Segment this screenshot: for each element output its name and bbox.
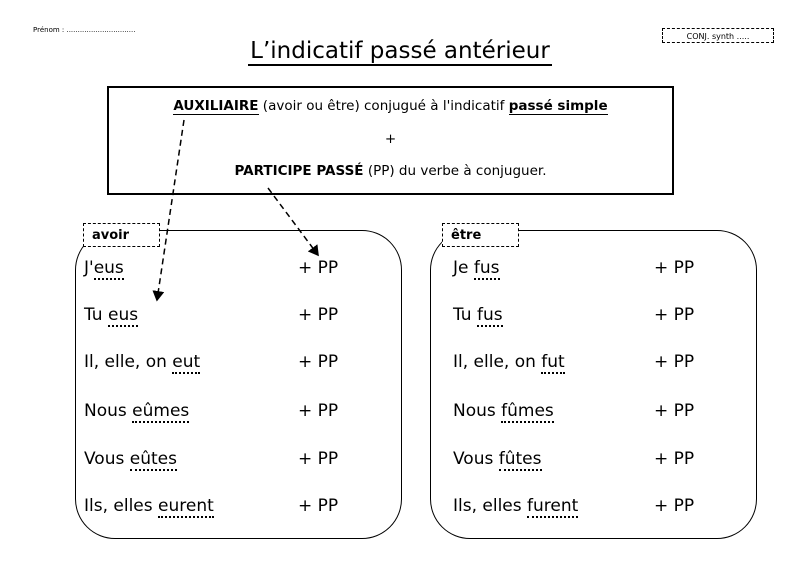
etre-pp-2: + PP	[654, 305, 695, 325]
etre-pp-5: + PP	[654, 449, 695, 469]
pronoun: Il, elle, on	[84, 352, 173, 372]
auxiliaire-arrow	[157, 120, 184, 300]
rule-plus: +	[384, 131, 397, 147]
verb-stem: eurent	[158, 496, 214, 516]
verb-stem: fus	[473, 258, 500, 278]
page-title-text: L’indicatif passé antérieur	[250, 38, 550, 64]
verb-stem: eûmes	[132, 401, 190, 421]
auxiliaire-desc: (avoir ou être) conjugué à l'indicatif	[258, 98, 509, 114]
pronoun: Nous	[84, 401, 133, 421]
pronoun: Tu	[84, 305, 108, 325]
pronoun: Vous	[453, 449, 499, 469]
avoir-pp-6: + PP	[298, 496, 339, 516]
worksheet-code: CONJ. synth .....	[662, 28, 774, 43]
verb-stem: fut	[541, 352, 565, 372]
pronoun: Je	[453, 258, 474, 278]
etre-tag: être	[442, 223, 519, 247]
verb-stem: fûtes	[498, 449, 542, 469]
pronoun: Ils, elles	[84, 496, 159, 516]
etre-pp-6: + PP	[654, 496, 695, 516]
verb-stem: fus	[476, 305, 503, 325]
pronoun: Ils, elles	[453, 496, 528, 516]
pronoun: Nous	[453, 401, 502, 421]
avoir-pp-2: + PP	[298, 305, 339, 325]
pronoun: J'	[84, 258, 94, 278]
verb-stem: eus	[93, 258, 124, 278]
etre-pp-4: + PP	[654, 401, 695, 421]
avoir-pp-4: + PP	[298, 401, 339, 421]
participe-label: PARTICIPE PASSÉ	[234, 163, 364, 179]
etre-pp-3: + PP	[654, 352, 695, 372]
prenom-field: Prénom : ...............................	[33, 26, 136, 34]
avoir-pp-5: + PP	[298, 449, 339, 469]
verb-stem: fûmes	[501, 401, 554, 421]
avoir-pp-1: + PP	[298, 258, 339, 278]
participe-desc: (PP) du verbe à conjuguer.	[363, 163, 547, 179]
verb-stem: eus	[107, 305, 139, 325]
verb-stem: eûtes	[129, 449, 177, 469]
verb-stem: furent	[527, 496, 579, 516]
pronoun: Vous	[84, 449, 130, 469]
avoir-pp-3: + PP	[298, 352, 339, 372]
auxiliaire-label: AUXILIAIRE	[173, 98, 259, 114]
pronoun: Il, elle, on	[453, 352, 542, 372]
etre-pp-1: + PP	[654, 258, 695, 278]
verb-stem: eut	[172, 352, 201, 372]
participe-arrow	[268, 188, 318, 255]
passe-simple-label: passé simple	[508, 98, 608, 114]
pronoun: Tu	[453, 305, 477, 325]
avoir-tag: avoir	[83, 223, 160, 247]
